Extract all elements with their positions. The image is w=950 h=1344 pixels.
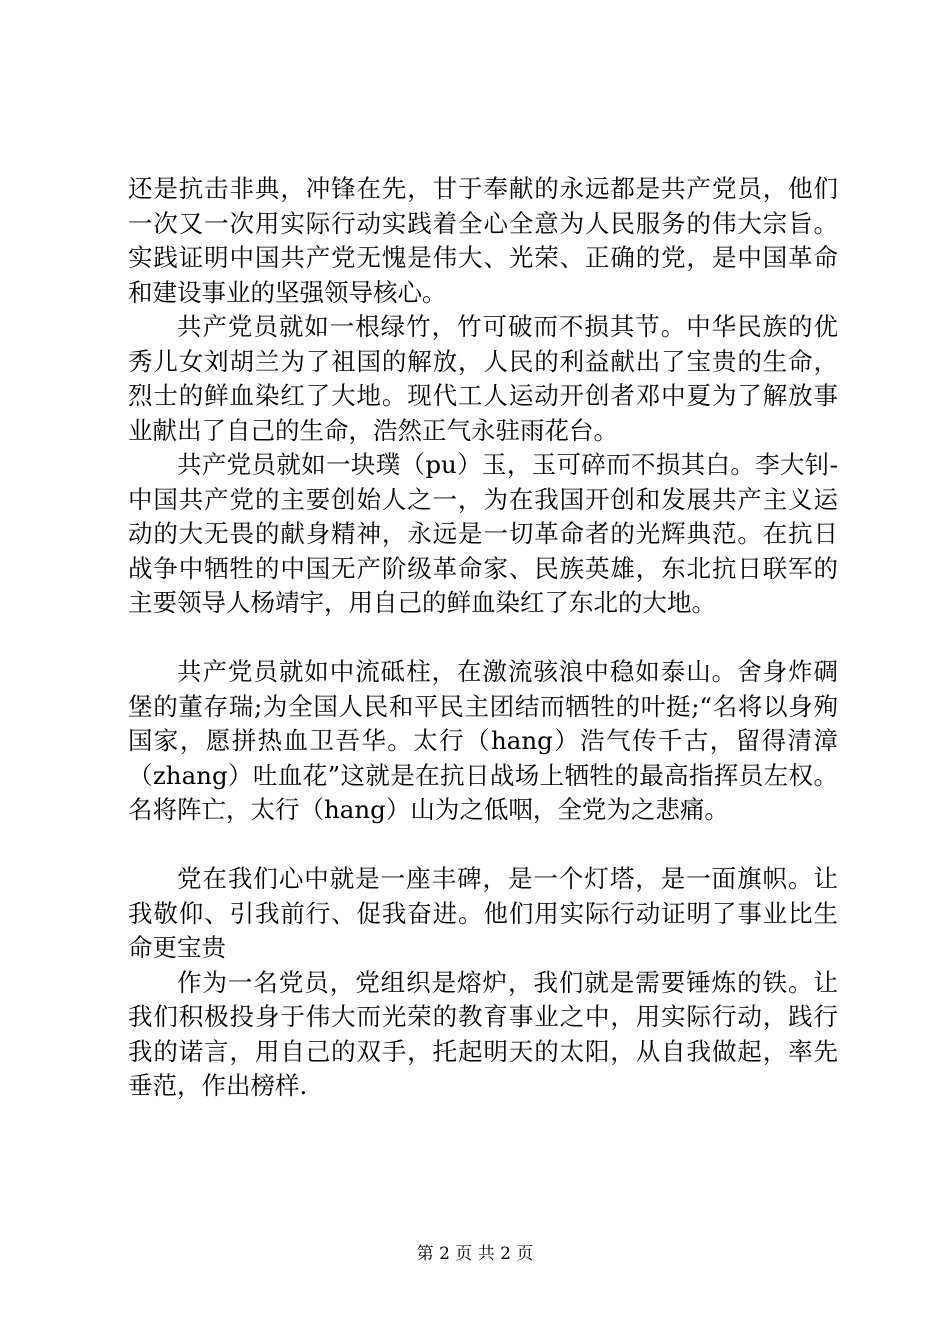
paragraph-4: 共产党员就如中流砥柱，在激流骇浪中稳如泰山。舍身炸碉堡的董存瑞;为全国人民和平民主团结而牺牲的叶挺;“名将以身殉国家，愿拼热血卫吾华。太行（hang）浩气传千古，留得清漳（zhang）吐血花”这就是在抗日战场上牺牲的最高指挥员左权。名将阵亡，太行（hang）山为之低咽，全党为之悲痛。 — [128, 657, 838, 824]
paragraph-3: 共产党员就如一块璞（pu）玉，玉可碎而不损其白。李大钊-中国共产党的主要创始人之一，为在我国开创和发展共产主义运动的大无畏的献身精神，永远是一切革命者的光辉典范。在抗日战争中牺牲的中国无产阶级革命家、民族英雄，东北抗日联军的主要领导人杨靖宇，用自己的鲜血染红了东北的大地。 — [128, 450, 838, 617]
document-body — [128, 172, 838, 1104]
paragraph-2: 共产党员就如一根绿竹，竹可破而不损其节。中华民族的优秀儿女刘胡兰为了祖国的解放，人民的利益献出了宝贵的生命，烈士的鲜血染红了大地。现代工人运动开创者邓中夏为了解放事业献出了自己的生命，浩然正气永驻雨花台。 — [128, 312, 838, 445]
page-footer: 第 2 页 共 2 页 — [416, 1244, 534, 1264]
paragraph-6: 作为一名党员，党组织是熔炉，我们就是需要锤炼的铁。让我们积极投身于伟大而光荣的教育事业之中，用实际行动，践行我的诺言，用自己的双手，托起明天的太阳，从自我做起，率先垂范，作出榜样. — [128, 967, 838, 1100]
paragraph-1: 还是抗击非典，冲锋在先，甘于奉献的永远都是共产党员，他们一次又一次用实际行动实践着全心全意为人民服务的伟大宗旨。实践证明中国共产党无愧是伟大、光荣、正确的党，是中国革命和建设事业的坚强领导核心。 — [128, 174, 838, 307]
paragraph-5: 党在我们心中就是一座丰碑，是一个灯塔，是一面旗帜。让我敬仰、引我前行、促我奋进。他们用实际行动证明了事业比生命更宝贵 — [128, 864, 838, 962]
